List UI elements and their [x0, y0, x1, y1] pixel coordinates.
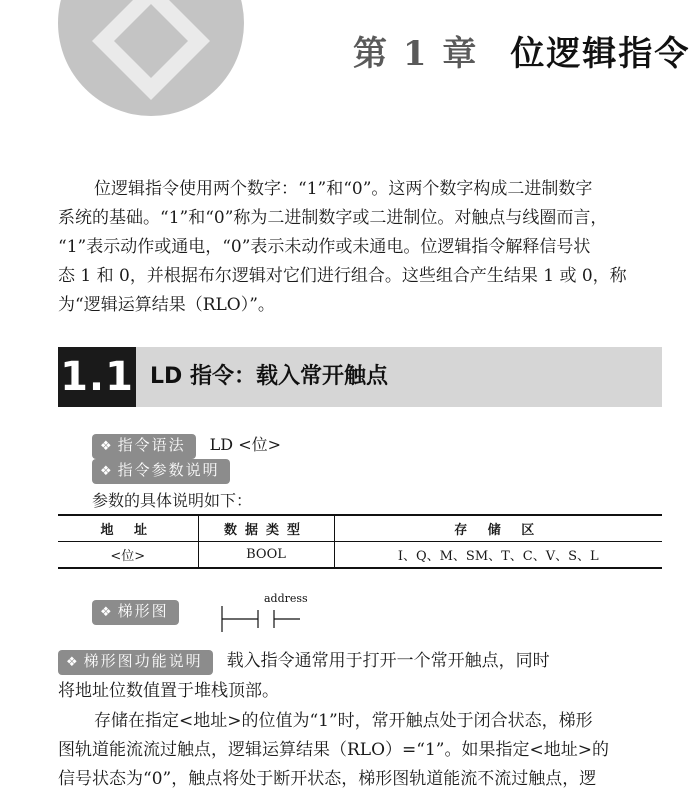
table-cell: BOOL [198, 542, 334, 569]
intro-paragraph [58, 175, 662, 320]
diamond-bullet-icon: ❖ [100, 605, 112, 620]
syntax-tag [92, 434, 196, 459]
diamond-bullet-icon: ❖ [100, 439, 112, 454]
table-cell: I、Q、M、SM、T、C、V、S、L [334, 542, 662, 569]
ladder-desc-line: 图轨道能流流过触点，逻辑运算结果（RLO）=“1”。如果指定<地址>的 [58, 740, 609, 760]
operand-table [58, 514, 662, 569]
intro-line: 为“逻辑运算结果（RLO）”。 [58, 295, 275, 315]
params-tag-label: 指令参数说明 [117, 461, 220, 479]
section-number: 1.1 [58, 347, 136, 407]
section-title: LD 指令：载入常开触点 [150, 364, 388, 389]
section-header [58, 347, 662, 407]
table-header-cell: 存 储 区 [334, 515, 662, 542]
ladder-address-label: address [264, 592, 308, 605]
chapter-number: 第 1 章 [353, 34, 479, 74]
ladder-desc-line: 将地址位数值置于堆栈顶部。 [58, 681, 279, 701]
ladder-desc-tag-label: 梯形图功能说明 [83, 652, 203, 670]
ladder-desc-text: 载入指令通常用于打开一个常开触点，同时 [226, 651, 550, 671]
ladder-desc-line: 信号状态为“0”，触点将处于断开状态，梯形图轨道能流不流过触点，逻 [58, 769, 597, 789]
ladder-desc-line: 存储在指定<地址>的位值为“1”时，常开触点处于闭合状态，梯形 [94, 711, 593, 731]
intro-line: 态 1 和 0，并根据布尔逻辑对它们进行组合。这些组合产生结果 1 或 0，称 [58, 266, 627, 286]
intro-line: 系统的基础。“1”和“0”称为二进制数字或二进制位。对触点与线圈而言， [58, 208, 608, 228]
table-row [58, 542, 662, 569]
diamond-bullet-icon: ❖ [100, 464, 112, 479]
syntax-code: LD <位> [209, 435, 282, 454]
table-header-cell: 地 址 [100, 523, 156, 538]
table-cell: <位> [110, 549, 146, 564]
ladder-contact-diagram [220, 588, 330, 634]
ladder-tag [92, 600, 179, 625]
params-tag [92, 459, 230, 484]
ladder-row [92, 592, 308, 625]
table-header-cell: 数据类型 [198, 515, 334, 542]
diamond-bullet-icon: ❖ [66, 655, 78, 670]
intro-line: 位逻辑指令使用两个数字：“1”和“0”。这两个数字构成二进制数字 [94, 179, 593, 199]
chapter-title: 位逻辑指令 [510, 34, 691, 74]
syntax-tag-label: 指令语法 [117, 436, 186, 454]
chapter-decoration [58, 0, 244, 116]
intro-line: “1”表示动作或通电，“0”表示未动作或未通电。位逻辑指令解释信号状 [58, 237, 591, 257]
chapter-heading [353, 26, 690, 75]
ladder-desc-tag [58, 650, 213, 675]
ladder-tag-label: 梯形图 [117, 602, 169, 620]
syntax-row [92, 432, 281, 459]
params-row [92, 459, 230, 484]
table-header-row [58, 515, 662, 542]
params-note: 参数的具体说明如下： [92, 491, 253, 510]
ladder-desc-line [58, 647, 662, 676]
